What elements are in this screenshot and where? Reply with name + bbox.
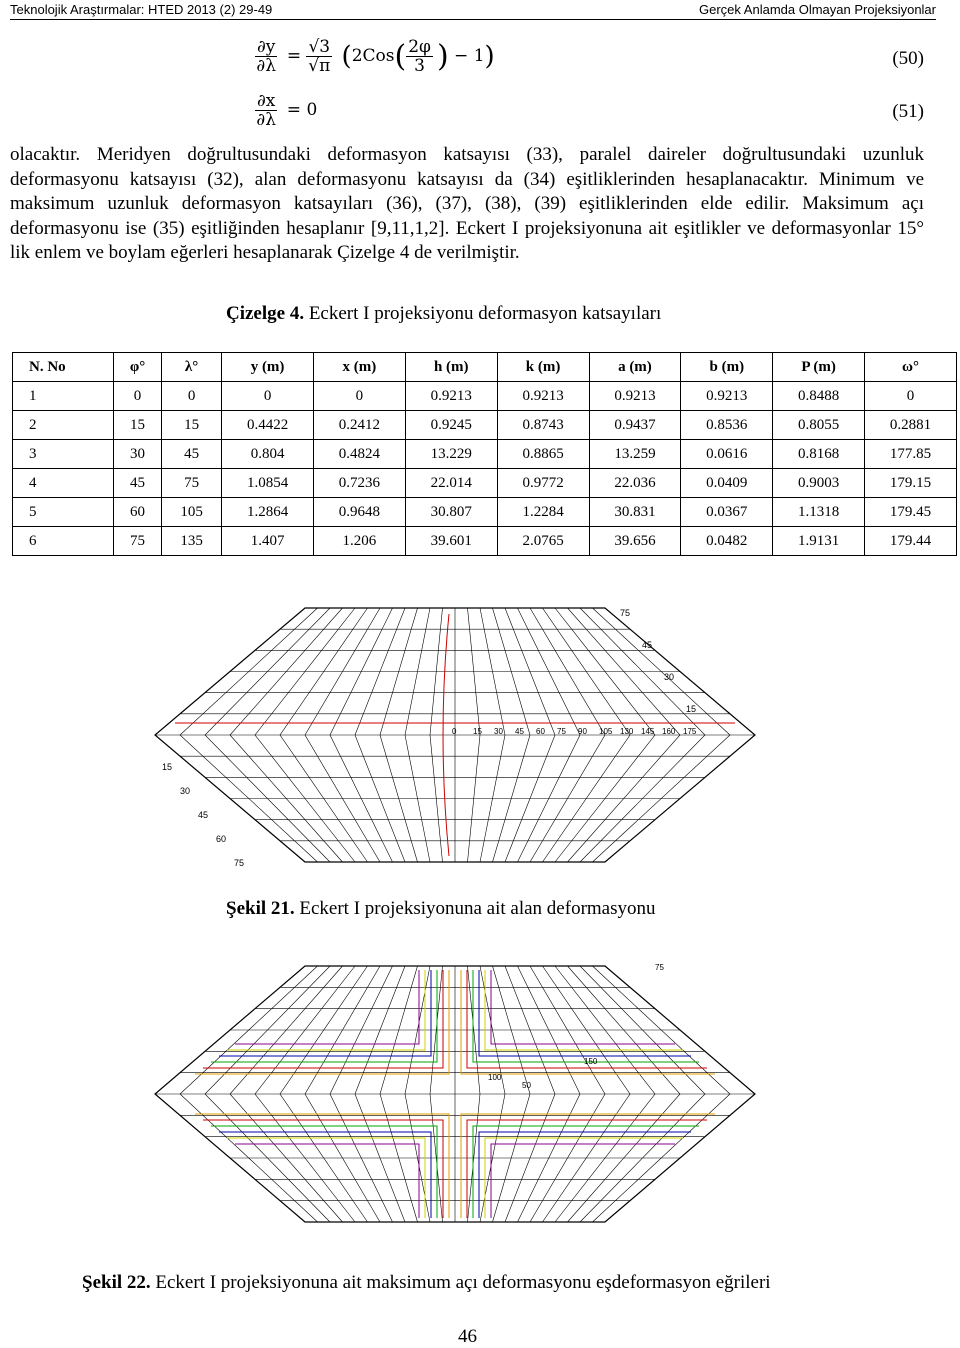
table-cell: 75 xyxy=(114,527,162,556)
eq51-rhs: = 0 xyxy=(286,100,318,120)
longitude-label: 60 xyxy=(536,727,545,736)
deformation-contour xyxy=(491,970,675,1044)
table-cell: 0 xyxy=(865,382,957,411)
table-header-cell: ω° xyxy=(865,353,957,382)
deformation-contour xyxy=(467,970,707,1068)
table-cell: 177.85 xyxy=(865,440,957,469)
deformation-contour xyxy=(467,1120,707,1218)
longitude-label: 45 xyxy=(515,727,524,736)
deformation-contour xyxy=(203,970,443,1068)
figure-21-caption xyxy=(226,898,656,920)
deformation-contour xyxy=(195,970,449,1074)
longitude-label: 0 xyxy=(452,727,457,736)
table-row xyxy=(13,411,957,440)
table-cell: 0.9003 xyxy=(773,469,865,498)
figure-21-caption-text: Eckert I projeksiyonuna ait alan deformasyonu xyxy=(294,898,656,919)
table-header-cell: P (m) xyxy=(773,353,865,382)
table-header-cell: h (m) xyxy=(405,353,497,382)
table-cell: 2 xyxy=(13,411,114,440)
deformation-contour xyxy=(485,1138,683,1218)
table-header-cell: φ° xyxy=(114,353,162,382)
deformation-table xyxy=(12,352,957,556)
deformation-contour xyxy=(235,1144,419,1218)
deformation-contour xyxy=(485,970,683,1050)
table-cell: 0.9213 xyxy=(589,382,681,411)
table-cell: 1.206 xyxy=(313,527,405,556)
table-cell: 13.229 xyxy=(405,440,497,469)
table-cell: 30 xyxy=(114,440,162,469)
table-cell: 0.0367 xyxy=(681,498,773,527)
longitude-label: 75 xyxy=(557,727,566,736)
table-cell: 0.9213 xyxy=(681,382,773,411)
table-body xyxy=(13,382,957,556)
eq50-denominator: ∂λ xyxy=(256,56,276,76)
table-row xyxy=(13,440,957,469)
longitude-label: 105 xyxy=(599,727,613,736)
body-paragraph: olacaktır. Meridyen doğrultusundaki deformasyon katsayısı (33), paralel daireler doğrultusundaki uzunluk deformasyonu katsayısı (32), alan deformasyonu katsayısı da (34) eşitliklerinden hesaplanacaktır. Minimum ve maksimum uzunluk deformasyon katsayıları (36), (37), (38), (39) eşitliklerinden elde edilir. Maksimum açı deformasyonu ise (35) eşitliğinden hesaplanır [9,11,1,2]. Eckert I projeksiyonuna ait eşitlikler ve deformasyonlar 15° lik enlem ve boylam eğerleri hesaplanarak Çizelge 4 de verilmiştir. xyxy=(10,144,924,263)
table-cell: 0.4422 xyxy=(222,411,314,440)
eq50-numerator: ∂y xyxy=(257,37,276,57)
table-cell: 0.8488 xyxy=(773,382,865,411)
latitude-label: 15 xyxy=(686,704,697,714)
table-header-cell: N. No xyxy=(13,353,114,382)
equation-50: $\frac{\partial y}{\partial\lambda}$ = $\frac{√3}{√\pi}$ (2Cos( $\frac{2\varphi}{3}$ ) − 1) xyxy=(256,37,495,76)
table-cell: 45 xyxy=(114,469,162,498)
figure-22-caption xyxy=(82,1272,771,1294)
table-cell: 0.9245 xyxy=(405,411,497,440)
contour-label: 150 xyxy=(584,1057,598,1066)
table-cell: 6 xyxy=(13,527,114,556)
figure-21-area-deformation-map xyxy=(150,600,760,870)
table-cell: 0 xyxy=(222,382,314,411)
table-row xyxy=(13,527,957,556)
eq51-numerator: ∂x xyxy=(257,91,276,111)
table-cell: 30.807 xyxy=(405,498,497,527)
figure-21-caption-label: Şekil 21. xyxy=(226,898,295,919)
table-cell: 0.0409 xyxy=(681,469,773,498)
table-row xyxy=(13,382,957,411)
longitude-label: 160 xyxy=(662,727,676,736)
table-cell: 39.656 xyxy=(589,527,681,556)
table-cell: 75 xyxy=(162,469,222,498)
table-header-cell: λ° xyxy=(162,353,222,382)
table-cell: 2.0765 xyxy=(497,527,589,556)
latitude-label: 60 xyxy=(216,834,227,844)
table-cell: 22.014 xyxy=(405,469,497,498)
table-cell: 0.7236 xyxy=(313,469,405,498)
table-cell: 1.407 xyxy=(222,527,314,556)
table-cell: 0 xyxy=(162,382,222,411)
table-header-cell: y (m) xyxy=(222,353,314,382)
table-cell: 135 xyxy=(162,527,222,556)
deformation-contour xyxy=(227,970,425,1050)
table-cell: 1.2864 xyxy=(222,498,314,527)
table-cell: 105 xyxy=(162,498,222,527)
latitude-label: 30 xyxy=(664,672,675,682)
figure-22-max-angle-deformation-map xyxy=(150,958,760,1230)
table-row xyxy=(13,469,957,498)
table-header-cell: b (m) xyxy=(681,353,773,382)
latitude-label: 15 xyxy=(162,762,173,772)
eq50-equals: = xyxy=(286,46,307,66)
table-header-row xyxy=(13,353,957,382)
table-cell: 0.804 xyxy=(222,440,314,469)
deformation-contour xyxy=(491,1144,675,1218)
deformation-contour xyxy=(461,1114,715,1218)
table-cell: 15 xyxy=(114,411,162,440)
latitude-label: 75 xyxy=(234,858,245,868)
eq51-denominator: ∂λ xyxy=(256,110,276,130)
table-cell: 0.9213 xyxy=(497,382,589,411)
table-cell: 0.8536 xyxy=(681,411,773,440)
longitude-label: 90 xyxy=(578,727,587,736)
table-cell: 1.1318 xyxy=(773,498,865,527)
table-cell: 15 xyxy=(162,411,222,440)
table-caption-label: Çizelge 4. xyxy=(226,303,305,324)
table-cell: 13.259 xyxy=(589,440,681,469)
latitude-label: 45 xyxy=(198,810,209,820)
table-cell: 0.9648 xyxy=(313,498,405,527)
table-cell: 0.8743 xyxy=(497,411,589,440)
running-header xyxy=(0,0,960,22)
contour-label: 50 xyxy=(522,1081,531,1090)
table-cell: 0.0482 xyxy=(681,527,773,556)
paper-title: Gerçek Anlamda Olmayan Projeksiyonlar xyxy=(699,2,936,17)
table-cell: 30.831 xyxy=(589,498,681,527)
table-cell: 0.2412 xyxy=(313,411,405,440)
table-cell: 0.8055 xyxy=(773,411,865,440)
latitude-label: 75 xyxy=(620,608,631,618)
latitude-label: 30 xyxy=(180,786,191,796)
latitude-label: 45 xyxy=(642,640,653,650)
table-cell: 179.45 xyxy=(865,498,957,527)
table-cell: 0.4824 xyxy=(313,440,405,469)
table-cell: 1 xyxy=(13,382,114,411)
table-cell: 3 xyxy=(13,440,114,469)
figure-22-caption-text: Eckert I projeksiyonuna ait maksimum açı deformasyonu eşdeformasyon eğrileri xyxy=(150,1272,771,1293)
table-cell: 0.2881 xyxy=(865,411,957,440)
table-cell: 0.9772 xyxy=(497,469,589,498)
figure-22-caption-label: Şekil 22. xyxy=(82,1272,151,1293)
table-cell: 1.9131 xyxy=(773,527,865,556)
eq51-number: (51) xyxy=(892,101,924,122)
table-cell: 0.0616 xyxy=(681,440,773,469)
table-cell: 0.8168 xyxy=(773,440,865,469)
longitude-label: 175 xyxy=(683,727,697,736)
table-cell: 22.036 xyxy=(589,469,681,498)
deformation-contour xyxy=(227,1138,425,1218)
table-cell: 0.9437 xyxy=(589,411,681,440)
page-number: 46 xyxy=(458,1326,477,1347)
journal-title: Teknolojik Araştırmalar: HTED 2013 (2) 29-49 xyxy=(10,2,273,17)
longitude-label: 145 xyxy=(641,727,655,736)
table-header-cell: k (m) xyxy=(497,353,589,382)
table-cell: 0.8865 xyxy=(497,440,589,469)
contour-label: 100 xyxy=(488,1073,502,1082)
table-cell: 5 xyxy=(13,498,114,527)
table-header-cell: a (m) xyxy=(589,353,681,382)
contour-label: 75 xyxy=(655,963,664,972)
table-cell: 45 xyxy=(162,440,222,469)
eq50-number: (50) xyxy=(892,48,924,69)
deformation-contour xyxy=(203,1120,443,1218)
longitude-label: 15 xyxy=(473,727,482,736)
longitude-label: 30 xyxy=(494,727,503,736)
table-cell: 0.9213 xyxy=(405,382,497,411)
table-header-cell: x (m) xyxy=(313,353,405,382)
table-cell: 1.0854 xyxy=(222,469,314,498)
table-cell: 0 xyxy=(313,382,405,411)
deformation-contour xyxy=(195,1114,449,1218)
deformation-contour xyxy=(235,970,419,1044)
header-rule xyxy=(10,19,936,20)
table-cell: 60 xyxy=(114,498,162,527)
table-caption xyxy=(226,303,661,325)
equation-51 xyxy=(255,92,317,129)
table-cell: 1.2284 xyxy=(497,498,589,527)
table-cell: 4 xyxy=(13,469,114,498)
longitude-label: 130 xyxy=(620,727,634,736)
table-cell: 179.44 xyxy=(865,527,957,556)
table-caption-text: Eckert I projeksiyonu deformasyon katsayıları xyxy=(304,303,662,324)
table-cell: 179.15 xyxy=(865,469,957,498)
table-cell: 0 xyxy=(114,382,162,411)
table-row xyxy=(13,498,957,527)
table-cell: 39.601 xyxy=(405,527,497,556)
